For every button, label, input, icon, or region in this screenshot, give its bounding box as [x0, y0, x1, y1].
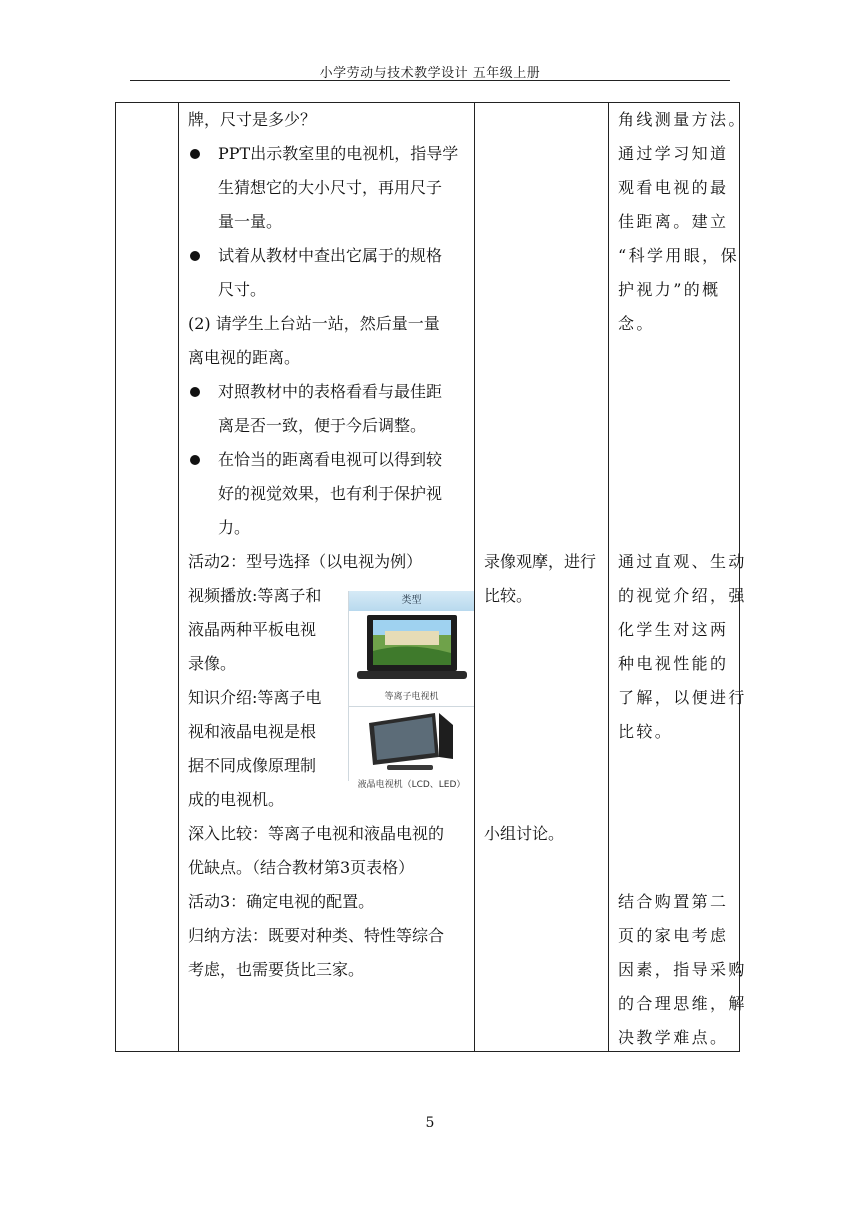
figure-divider [349, 706, 474, 707]
text-line: 知识介绍:等离子电 [188, 688, 322, 707]
text-line: 离电视的距离。 [188, 348, 301, 367]
header-divider [130, 80, 730, 81]
text-line: 离是否一致，便于今后调整。 [218, 416, 427, 435]
text-line: 录像观摩，进行 [484, 552, 597, 571]
bullet-dot-icon [190, 387, 200, 397]
intent-line: 的视觉介绍，强 [618, 586, 747, 605]
text-line: 生猜想它的大小尺寸，再用尺子 [218, 178, 443, 197]
text-line: 液晶两种平板电视 [188, 620, 317, 639]
plasma-tv-caption: 等离子电视机 [384, 692, 439, 702]
page-number: 5 [425, 1115, 435, 1131]
text-line: 牌，尺寸是多少？ [188, 110, 317, 129]
text-line: 视频播放:等离子和 [188, 586, 322, 605]
intent-line: 护视力”的概 [618, 280, 721, 299]
text-line: 考虑，也需要货比三家。 [188, 960, 365, 979]
text-line: 成的电视机。 [188, 790, 285, 809]
intent-line: 种电视性能的 [618, 654, 729, 673]
intent-line: 结合购置第二 [618, 892, 729, 911]
activity-2-heading: 活动2：型号选择（以电视为例） [188, 552, 423, 571]
text-line: 归纳方法：既要对种类、特性等综合 [188, 926, 445, 945]
activity-3-heading: 活动3：确定电视的配置。 [188, 892, 375, 911]
column-divider [178, 103, 179, 1051]
text-line: 试着从教材中查出它属于的规格 [218, 246, 443, 265]
intent-paragraph-2 [618, 545, 747, 749]
intent-line: 化学生对这两 [618, 620, 729, 639]
bullet-item [188, 239, 470, 307]
design-intent-cell [618, 103, 747, 1055]
intent-paragraph-3 [618, 885, 747, 1055]
bullet-item [188, 375, 470, 443]
intent-line: “科学用眼，保 [618, 246, 739, 265]
intent-line: 通过学习知道 [618, 144, 729, 163]
intent-line: 观看电视的最 [618, 178, 729, 197]
bullet-dot-icon [190, 149, 200, 159]
intent-line: 的合理思维，解 [618, 994, 747, 1013]
intent-line: 比较。 [618, 722, 674, 741]
intent-line: 角线测量方法。 [618, 110, 747, 129]
bullet-dot-icon [190, 251, 200, 261]
intent-line: 因素，指导采购 [618, 960, 747, 979]
text-line: 优缺点。（结合教材第3页表格） [188, 858, 415, 877]
intent-line: 通过直观、生动 [618, 552, 747, 571]
bullet-dot-icon [190, 455, 200, 465]
figure-header: 类型 [349, 591, 474, 611]
text-line: 量一量。 [218, 212, 283, 231]
intent-line: 佳距离。建立 [618, 212, 729, 231]
text-line: 录像。 [188, 654, 237, 673]
intent-line: 念。 [618, 314, 655, 333]
text-line: 深入比较：等离子电视和液晶电视的 [188, 824, 445, 843]
bullet-item [188, 137, 470, 239]
intent-paragraph-1 [618, 103, 747, 341]
tv-types-figure [348, 591, 474, 790]
text-line: 对照教材中的表格看看与最佳距 [218, 382, 443, 401]
lcd-tv-image [349, 711, 474, 773]
intent-line: 页的家电考虑 [618, 926, 729, 945]
text-line: 尺寸。 [218, 280, 267, 299]
text-line: 小组讨论。 [484, 824, 565, 843]
text-line: 据不同成像原理制 [188, 756, 317, 775]
text-line: 比较。 [484, 586, 533, 605]
text-line: 力。 [218, 518, 251, 537]
intent-line: 了解，以便进行 [618, 688, 747, 707]
text-line: 在恰当的距离看电视可以得到较 [218, 450, 443, 469]
text-line: PPT出示教室里的电视机，指导学 [218, 144, 459, 163]
column-divider [474, 103, 475, 1051]
text-line: (2) 请学生上台站一站，然后量一量 [188, 314, 440, 333]
bullet-item [188, 443, 470, 545]
text-line: 视和液晶电视是根 [188, 722, 317, 741]
student-activity-cell [484, 103, 604, 851]
lesson-table [115, 102, 747, 1052]
plasma-tv-image [349, 611, 474, 685]
text-line: 好的视觉效果，也有利于保护视 [218, 484, 443, 503]
lcd-tv-caption: 液晶电视机（LCD、LED） [357, 780, 466, 790]
intent-line: 决教学难点。 [618, 1028, 729, 1047]
teaching-process-cell [188, 103, 470, 987]
page-header: 小学劳动与技术教学设计 五年级上册 [319, 66, 541, 81]
column-divider [608, 103, 609, 1051]
